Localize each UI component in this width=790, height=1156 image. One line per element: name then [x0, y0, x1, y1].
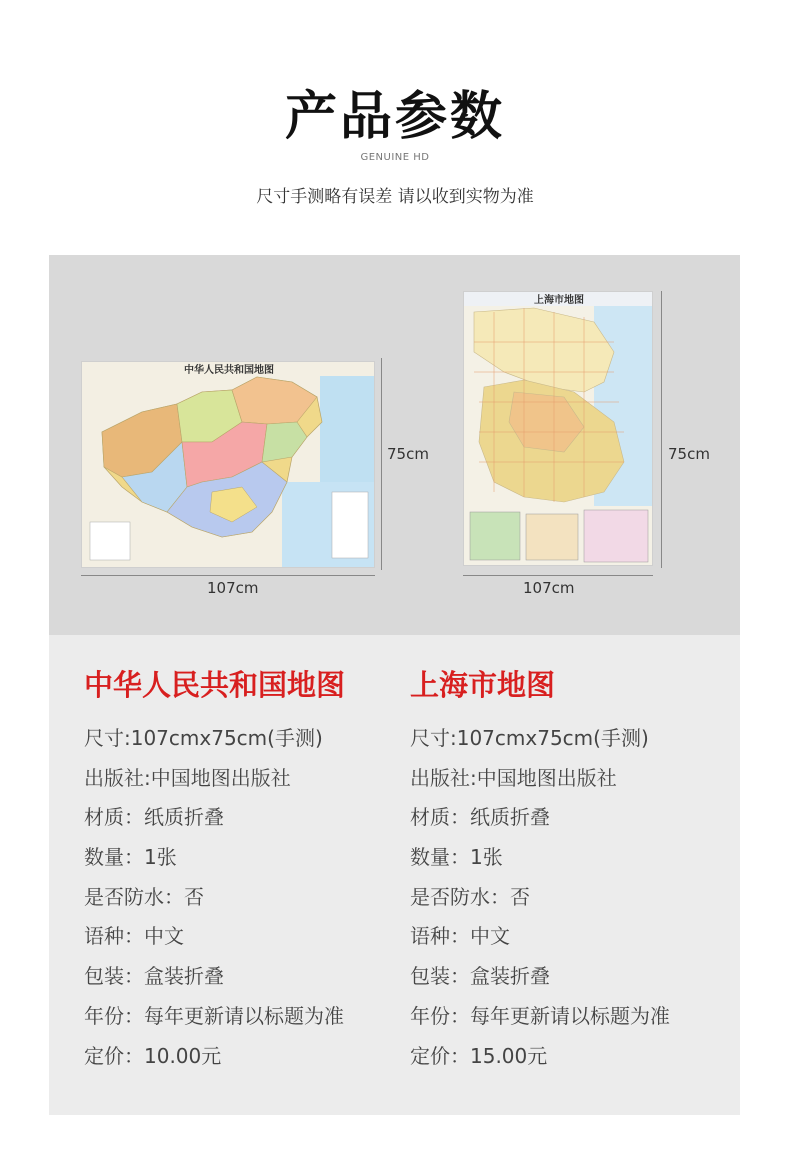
measurement-note: 尺寸手测略有误差 请以收到实物为准	[256, 187, 534, 207]
shanghai-map-title: 上海市地图	[534, 295, 584, 306]
china-width-line	[81, 575, 375, 576]
spec-year: 年份：每年更新请以标题为准	[410, 1003, 670, 1028]
spec-publisher: 出版社:中国地图出版社	[84, 765, 291, 790]
spec-quantity: 数量：1张	[84, 845, 177, 870]
spec-material: 材质：纸质折叠	[410, 805, 550, 830]
spec-material: 材质：纸质折叠	[84, 805, 224, 830]
spec-size: 尺寸:107cmx75cm(手测)	[84, 726, 323, 750]
subtitle-english: GENUINE HD	[360, 152, 430, 163]
map-preview-area	[49, 255, 740, 635]
spec-publisher: 出版社:中国地图出版社	[410, 765, 617, 790]
spec-packaging: 包装：盒装折叠	[84, 964, 224, 989]
spec-price: 定价：10.00元	[84, 1043, 222, 1068]
shanghai-map-image	[463, 291, 653, 566]
spec-language: 语种：中文	[84, 924, 184, 949]
spec-size: 尺寸:107cmx75cm(手测)	[410, 726, 649, 750]
shanghai-height-label: 75cm	[668, 445, 710, 463]
china-width-label: 107cm	[207, 579, 259, 597]
china-map-image	[81, 361, 375, 568]
spec-price: 定价：15.00元	[410, 1043, 548, 1068]
spec-language: 语种：中文	[410, 924, 510, 949]
product-shanghai-specs	[410, 665, 730, 1076]
china-height-label: 75cm	[387, 445, 429, 463]
product-name: 上海市地图	[410, 668, 556, 702]
china-map-title: 中华人民共和国地图	[184, 365, 274, 376]
spec-year: 年份：每年更新请以标题为准	[84, 1003, 344, 1028]
shanghai-width-label: 107cm	[523, 579, 575, 597]
spec-waterproof: 是否防水：否	[410, 884, 530, 909]
spec-waterproof: 是否防水：否	[84, 884, 204, 909]
shanghai-height-line	[661, 291, 662, 568]
china-height-line	[381, 358, 382, 570]
spec-packaging: 包装：盒装折叠	[410, 964, 550, 989]
product-name: 中华人民共和国地图	[84, 668, 346, 702]
product-panel	[49, 255, 740, 1115]
spec-quantity: 数量：1张	[410, 845, 503, 870]
shanghai-width-line	[463, 575, 653, 576]
product-china-specs	[84, 665, 394, 1076]
page-title: 产品参数	[284, 87, 505, 147]
